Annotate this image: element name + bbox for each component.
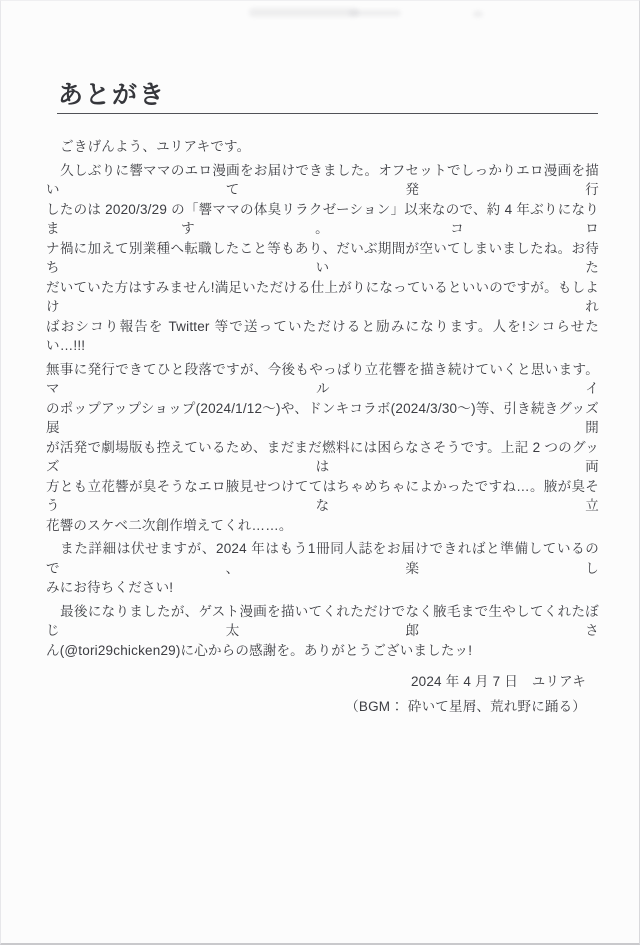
signoff-block xyxy=(46,672,599,716)
text-line: ごきげんよう、ユリアキです。 xyxy=(60,139,251,154)
text-line: 花響のスケベ二次創作増えてくれ……。 xyxy=(46,517,293,533)
text-line: だいていた方はすみません!満足いただける仕上がりになっているといいのですが。もしよけれ xyxy=(46,279,599,314)
text-line: 方とも立花響が臭そうなエロ腋見せつけててはちゃめちゃによかったですね…。腋が臭そうな立 xyxy=(46,478,599,513)
bleedthrough-smudge xyxy=(349,10,401,16)
text-line: 最後になりましたが、ゲスト漫画を描いてくれただけでなく腋毛まで生やしてくれたぼじ太郎さ xyxy=(46,603,599,638)
paragraph-future xyxy=(46,360,599,536)
text-line: ばおシコり報告を Twitter 等で送っていただけると励みになります。人を!シコらせたい…!!! xyxy=(46,318,599,353)
paragraph-thanks xyxy=(46,602,599,661)
paragraph-release xyxy=(46,161,599,356)
afterword-title: あとがき xyxy=(58,81,167,109)
text-line: 無事に発行できてひと段落ですが、今後もやっぱり立花響を描き続けていくと思います。マルイ xyxy=(46,361,599,396)
text-line: ナ禍に加えて別業種へ転職したこと等もあり、だいぶ期間が空いてしまいましたね。お待ちいた xyxy=(46,240,599,275)
text-line: が活発で劇場版も控えているため、まだまだ燃料には困らなさそうです。上記 2 つのグッズは両 xyxy=(46,439,599,474)
paragraph-greeting xyxy=(46,137,599,157)
text-line: 久しぶりに響ママのエロ漫画をお届けできました。オフセットでしっかりエロ漫画を描いて発行 xyxy=(46,162,599,197)
paragraph-next-book xyxy=(46,539,599,598)
text-line: また詳細は伏せますが、2024 年はもう1冊同人誌をお届けできればと準備しているので、楽し xyxy=(46,541,599,576)
signoff-bgm: （BGM： 砕いて星屑、荒れ野に踊る） xyxy=(345,698,586,714)
signoff-date: 2024 年 4 月 7 日 ユリアキ xyxy=(410,674,586,689)
text-line: みにお待ちください! xyxy=(46,580,174,595)
bleedthrough-smudge xyxy=(473,11,483,17)
text-line: のポップアップショップ(2024/1/12〜)や、ドンキコラボ(2024/3/30〜)等、引き続きグッズ展開 xyxy=(46,400,599,435)
bleedthrough-smudge xyxy=(249,8,359,17)
afterword-body xyxy=(46,137,599,716)
text-line: ん(@tori29chicken29)に心からの感謝を。ありがとうございましたッ! xyxy=(46,642,473,658)
title-underline xyxy=(57,113,598,114)
text-line: したのは 2020/3/29 の「響ママの体臭リラクゼーション」以来なので、約 4 年ぶりになります。コロ xyxy=(46,201,599,236)
